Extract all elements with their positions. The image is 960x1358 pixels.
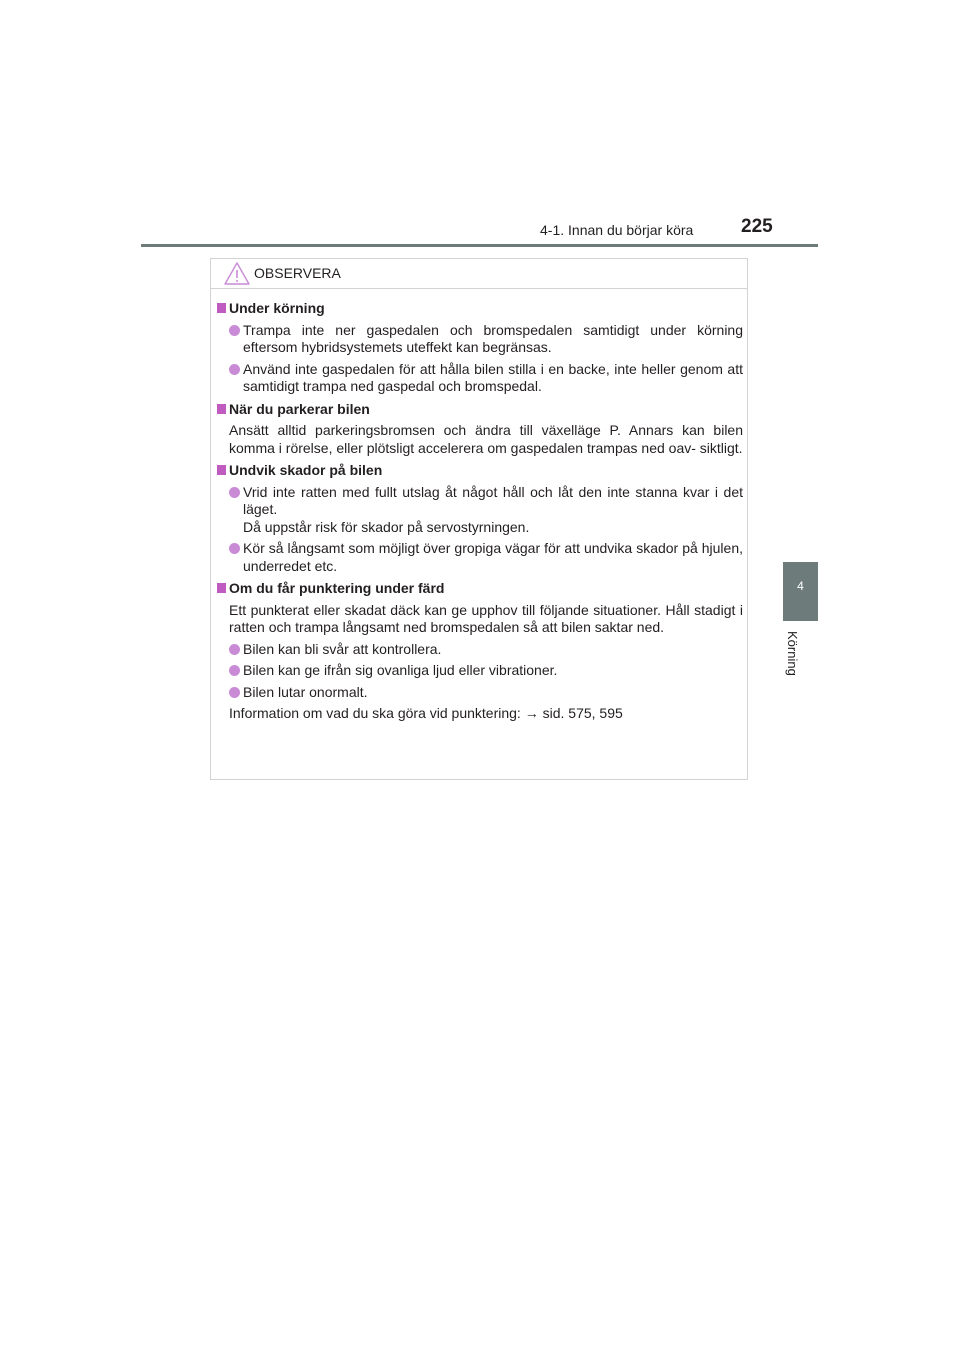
warning-title: OBSERVERA <box>254 265 341 281</box>
list-item <box>217 540 743 575</box>
paragraph: Ansätt alltid parkeringsbromsen och ändra till växelläge P. Annars kan bilen komma i rörelse, eller plötsligt accelerera om gaspedalen trampas ned oav- siktligt. <box>229 422 743 456</box>
section-heading-text: Under körning <box>229 300 325 316</box>
list-item <box>217 662 743 680</box>
chapter-label: Körning <box>785 631 800 676</box>
arrow-right-icon: → <box>524 705 539 721</box>
section-punktering <box>217 580 743 723</box>
list-item-text: Använd inte gaspedalen för att hålla bilen stilla i en backe, inte heller genom att samtidigt trampa ned gaspedal och bromspedal. <box>243 360 743 394</box>
list-item-text: Trampa inte ner gaspedalen och bromspedalen samtidigt under körning eftersom hybridsystemets uteffekt kan begränsas. <box>243 321 743 355</box>
section-under-korning <box>217 300 743 396</box>
square-bullet-icon <box>217 583 226 593</box>
section-heading-text: När du parkerar bilen <box>229 400 370 417</box>
section-heading <box>217 580 743 598</box>
warning-header <box>211 259 747 289</box>
page-reference <box>217 705 743 723</box>
list-item <box>217 322 743 357</box>
list-item <box>217 484 743 537</box>
square-bullet-icon <box>217 465 226 475</box>
list-item <box>217 641 743 659</box>
page-reference-text: Information om vad du ska göra vid punktering: <box>229 705 521 721</box>
section-heading <box>217 401 743 419</box>
section-undvik-skador <box>217 462 743 575</box>
chapter-tab[interactable] <box>783 562 818 621</box>
header-rule <box>141 244 818 247</box>
page-number: 225 <box>741 216 773 237</box>
section-heading <box>217 462 743 480</box>
list-item-text: Bilen kan bli svår att kontrollera. <box>243 640 442 657</box>
warning-triangle-icon <box>224 262 250 285</box>
dot-bullet-icon <box>229 364 240 375</box>
dot-bullet-icon <box>229 665 240 676</box>
section-heading-text: Om du får punktering under färd <box>229 580 445 596</box>
dot-bullet-icon <box>229 487 240 498</box>
dot-bullet-icon <box>229 644 240 655</box>
list-item-text: Bilen kan ge ifrån sig ovanliga ljud eller vibrationer. <box>243 662 558 678</box>
section-heading-text: Undvik skador på bilen <box>229 462 383 478</box>
header-section-title: 4-1. Innan du börjar köra <box>540 222 694 238</box>
square-bullet-icon <box>217 303 226 313</box>
chapter-number: 4 <box>797 579 804 593</box>
list-item <box>217 684 743 702</box>
list-item-extra-text: Då uppstår risk för skador på servostyrningen. <box>243 518 530 535</box>
warning-box <box>210 258 748 780</box>
list-item <box>217 361 743 396</box>
list-item-text: Vrid inte ratten med fullt utslag åt något håll och låt den inte stanna kvar i det läget. <box>243 483 743 517</box>
square-bullet-icon <box>217 404 226 414</box>
section-heading <box>217 300 743 318</box>
list-item-text: Kör så långsamt som möjligt över gropiga vägar för att undvika skador på hjulen, underredet etc. <box>243 540 743 574</box>
section-parkerar <box>217 401 743 458</box>
dot-bullet-icon <box>229 543 240 554</box>
dot-bullet-icon <box>229 325 240 336</box>
warning-body <box>217 300 743 728</box>
dot-bullet-icon <box>229 687 240 698</box>
page-reference-link[interactable]: sid. 575, 595 <box>542 705 623 721</box>
list-item-text: Bilen lutar onormalt. <box>243 683 368 700</box>
paragraph: Ett punkterat eller skadat däck kan ge upphov till följande situationer. Håll stadigt i ratten och trampa långsamt ned bromspedalen så att bilen saktar ned. <box>229 601 743 635</box>
